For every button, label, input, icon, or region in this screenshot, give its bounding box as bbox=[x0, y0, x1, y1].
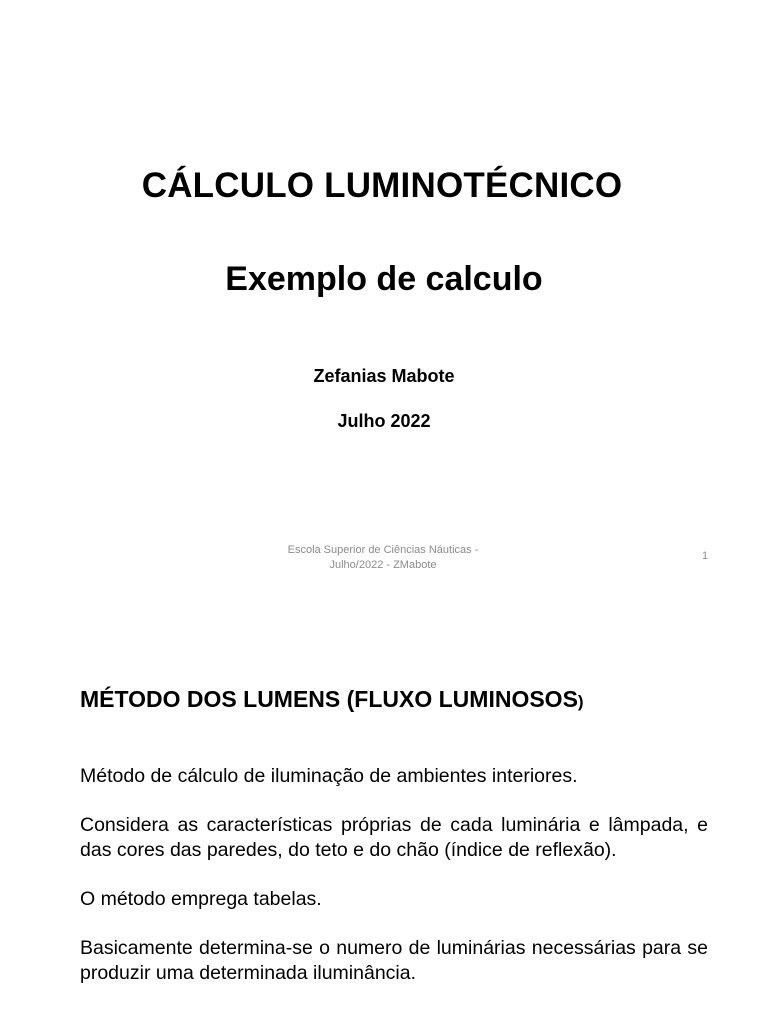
section-heading bbox=[80, 686, 584, 713]
page-subtitle: Exemplo de calculo bbox=[225, 260, 543, 298]
paragraph: Método de cálculo de iluminação de ambientes interiores. bbox=[80, 765, 578, 787]
paragraph: O método emprega tabelas. bbox=[80, 888, 322, 910]
footer-line-1: Escola Superior de Ciências Náuticas - bbox=[287, 544, 479, 556]
paragraph: Basicamente determina-se o numero de luminárias necessárias para se produzir uma determinada iluminância. bbox=[80, 937, 708, 984]
section-heading-paren: ) bbox=[577, 692, 584, 711]
publication-date: Julho 2022 bbox=[337, 411, 431, 431]
slide-method bbox=[0, 600, 768, 1024]
footer-line-2: Julho/2022 - ZMabote bbox=[329, 559, 437, 571]
slide-page-number: 1 bbox=[701, 550, 709, 562]
slide-footer bbox=[273, 543, 493, 573]
author-name: Zefanias Mabote bbox=[313, 366, 455, 386]
page-title: CÁLCULO LUMINOTÉCNICO bbox=[141, 166, 623, 205]
section-heading-text: MÉTODO DOS LUMENS (FLUXO LUMINOSOS bbox=[80, 686, 578, 712]
paragraph: Considera as características próprias de cada luminária e lâmpada, e das cores das paredes, do teto e do chão (índice de reflexão). bbox=[80, 814, 708, 861]
section-body bbox=[80, 764, 708, 1010]
